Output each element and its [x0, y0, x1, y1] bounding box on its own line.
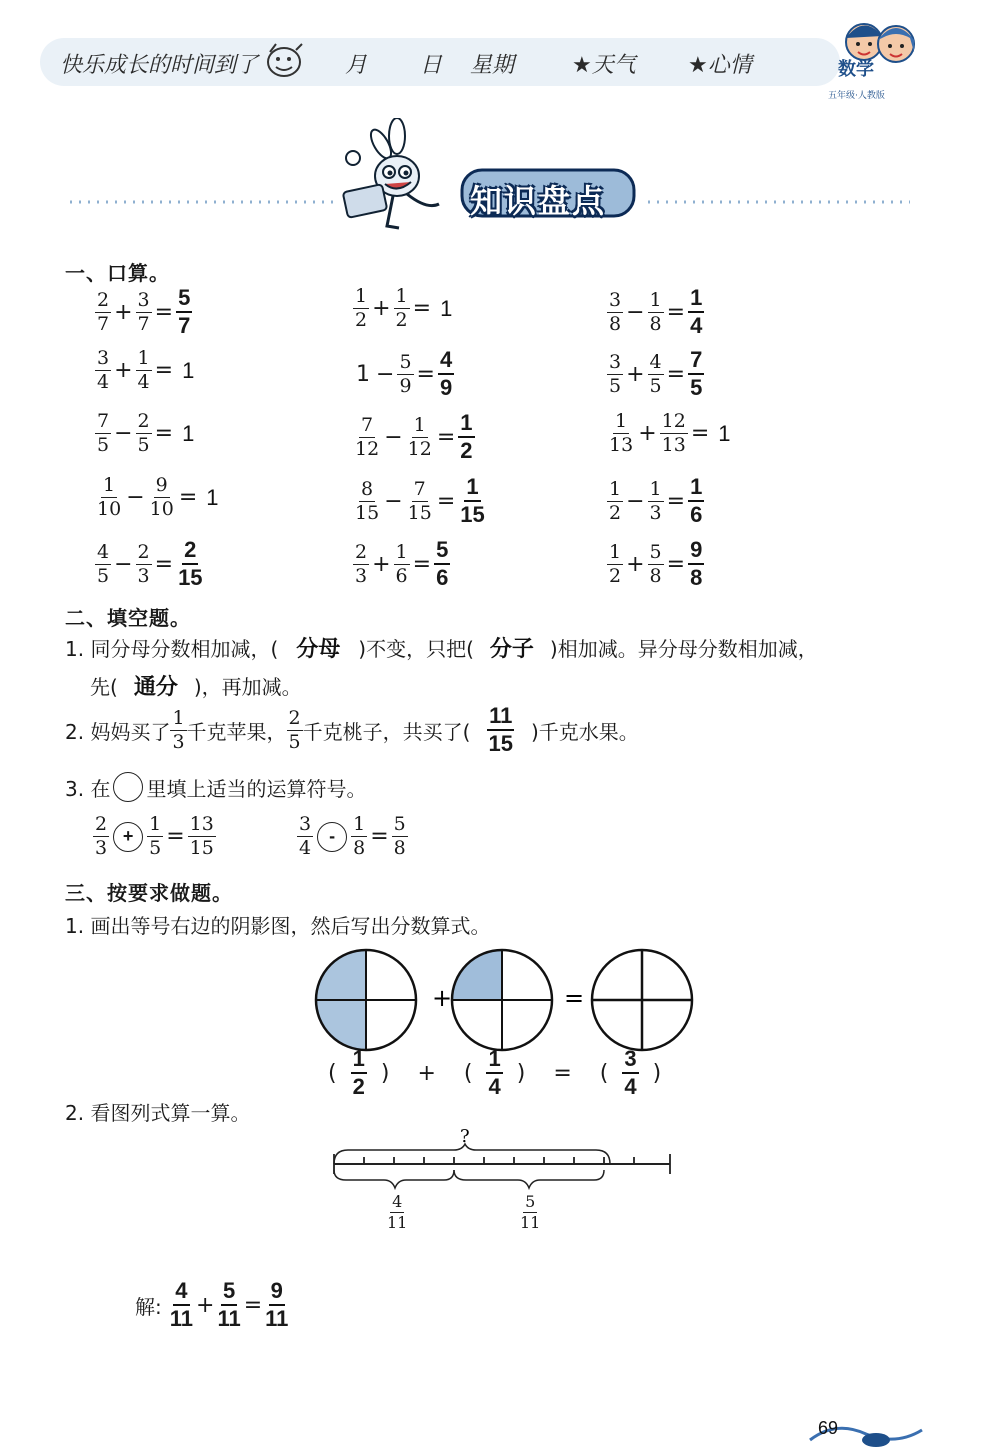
- q1-answer-2: 分子: [489, 636, 534, 661]
- segment-diagram: [320, 1120, 680, 1190]
- s3-equals: =: [553, 1060, 572, 1086]
- paren-open-3: (: [599, 1060, 609, 1086]
- s3-q1-text: 1. 画出等号右边的阴影图，然后写出分数算式。: [65, 914, 491, 938]
- operand-b: $\frac{7}{15}$: [407, 477, 432, 524]
- bottom-brace-right: [454, 1170, 604, 1188]
- q2-text-c: 千克桃子，共买了(: [302, 719, 471, 744]
- paren-close-1: ): [380, 1060, 390, 1086]
- q3-eq1-symbol: +: [113, 822, 143, 852]
- operator: +: [114, 358, 133, 383]
- s3-q1-equation: [328, 1048, 661, 1098]
- handwritten-answer: $\frac{1}{4}$: [690, 285, 703, 338]
- segment-question-mark: ?: [460, 1126, 470, 1147]
- handwritten-answer: $\frac{5}{7}$: [178, 285, 191, 338]
- paren-close-2: ): [516, 1060, 526, 1086]
- handwritten-answer: 1: [182, 420, 195, 446]
- operator: −: [384, 424, 403, 450]
- operand-a: $\frac{7}{12}$: [355, 413, 380, 460]
- oral-calc-item: [353, 349, 454, 399]
- handwritten-answer: $\frac{1}{15}$: [460, 474, 485, 527]
- handwritten-answer: 1: [182, 357, 195, 383]
- operand-b: $\frac{2}{3}$: [137, 540, 150, 587]
- oral-calc-item: [95, 349, 194, 392]
- paren-close-3: ): [652, 1060, 662, 1086]
- q1-answer-1: 分母: [296, 636, 341, 661]
- s3-q2-text: 2. 看图列式算一算。: [65, 1101, 251, 1125]
- equals-sign: =: [154, 551, 174, 577]
- handwritten-answer: $\frac{7}{5}$: [690, 347, 703, 400]
- q3-line: [65, 772, 366, 802]
- operator: −: [114, 421, 133, 446]
- operand-a: $\frac{1}{10}$: [97, 474, 122, 520]
- dotted-divider-right: [648, 198, 910, 204]
- dotted-divider-left: [70, 198, 340, 204]
- q1-line2: [90, 670, 302, 701]
- q3-equation-2: [297, 815, 408, 858]
- operator: −: [626, 488, 645, 514]
- operand-b: $\frac{4}{5}$: [649, 350, 662, 397]
- section3-title: 三、按要求做题。: [65, 881, 233, 905]
- q1-text-b: )不变，只把(: [358, 637, 474, 661]
- handwritten-answer: $\frac{4}{9}$: [439, 347, 453, 400]
- operand-b: $\frac{1}{6}$: [395, 540, 408, 587]
- oral-calc-item: [353, 287, 452, 330]
- q1-answer-3: 通分: [133, 674, 178, 699]
- operand-a: $\frac{3}{5}$: [609, 350, 622, 397]
- oral-calc-item: [95, 287, 192, 337]
- handwritten-answer: $\frac{5}{6}$: [436, 537, 449, 590]
- s3-plus: +: [417, 1060, 436, 1086]
- s3-q1-frac-1: $\frac{1}{2}$: [352, 1046, 365, 1099]
- operand-a: $\frac{8}{15}$: [355, 477, 380, 524]
- handwritten-answer: $\frac{9}{8}$: [690, 537, 703, 590]
- operand-a: $\frac{1}{2}$: [355, 285, 368, 331]
- operator: +: [372, 296, 391, 321]
- operand-a: $\frac{7}{5}$: [97, 410, 110, 456]
- operand-a: $\frac{2}{3}$: [355, 540, 368, 587]
- segment-label-1: $\frac{4}{11}$: [387, 1192, 408, 1232]
- header-mood: ★心情: [688, 53, 752, 78]
- solution-label: 解:: [135, 1294, 162, 1319]
- q3-eq1-b: $\frac{1}{5}$: [149, 813, 162, 859]
- operand-a: $\frac{4}{5}$: [97, 540, 110, 587]
- solution-frac-b: $\frac{5}{11}$: [217, 1278, 241, 1331]
- rabbit-mascot-icon: [335, 118, 455, 236]
- q2-fraction-apples: $\frac{1}{3}$: [172, 706, 185, 753]
- q3-eq2-b: $\frac{1}{8}$: [353, 813, 366, 859]
- q2-fraction-peaches: $\frac{2}{5}$: [288, 706, 301, 753]
- page-number: 69: [818, 1418, 839, 1438]
- empty-circle-icon: [113, 772, 143, 802]
- operator: +: [372, 551, 391, 577]
- header-month: 月: [345, 53, 368, 78]
- header-weekday: 星期: [470, 53, 515, 78]
- header-weather: ★天气: [572, 53, 636, 78]
- equals-sign: =: [412, 296, 432, 321]
- oral-calc-item: [353, 539, 450, 589]
- operand-b: $\frac{5}{9}$: [399, 350, 412, 397]
- solution-line: [135, 1280, 290, 1330]
- q2-answer: $\frac{11}{15}$: [488, 703, 513, 756]
- handwritten-answer: 1: [718, 420, 731, 446]
- banner-title: 知识盘点: [470, 182, 607, 220]
- equals-sign: =: [154, 358, 174, 383]
- q3-eq2-symbol: -: [317, 822, 347, 852]
- operator: −: [126, 485, 145, 510]
- q3-eq1-a: $\frac{2}{3}$: [95, 813, 108, 859]
- oral-calc-item: [95, 476, 219, 519]
- operand-b: $\frac{1}{8}$: [649, 288, 662, 335]
- badge-subject: 数学: [838, 59, 874, 80]
- operand-a: $\frac{2}{7}$: [97, 288, 110, 335]
- operand-b: $\frac{2}{5}$: [137, 410, 150, 456]
- equals-sign: =: [154, 299, 174, 325]
- solution-equals: =: [243, 1292, 263, 1318]
- oral-calc-item: [353, 476, 487, 526]
- equals-sign: =: [154, 421, 174, 446]
- q3-equation-1: [93, 815, 216, 858]
- handwritten-answer: $\frac{1}{6}$: [690, 474, 703, 527]
- handwritten-answer: 1: [440, 295, 453, 321]
- operator: +: [626, 551, 645, 577]
- operator: −: [114, 551, 133, 577]
- oral-calc-item: [607, 287, 704, 337]
- operand-b: $\frac{3}{7}$: [137, 288, 150, 335]
- q1-text-d: 先(: [90, 675, 118, 699]
- q2-line: [65, 705, 639, 755]
- operand-a: $\frac{1}{2}$: [609, 477, 622, 524]
- operand-b: $\frac{12}{13}$: [661, 410, 686, 456]
- q3-eq1-equals: =: [166, 824, 185, 849]
- solution-frac-a: $\frac{4}{11}$: [169, 1278, 194, 1331]
- q1-line1: [65, 632, 818, 663]
- q1-text-a: 1. 同分母分数相加减，(: [65, 637, 279, 661]
- oral-calc-item: [95, 412, 194, 455]
- q2-text-d: )千克水果。: [530, 719, 639, 744]
- q3-eq2-equals: =: [370, 824, 389, 849]
- circle-diagram: [300, 940, 700, 1060]
- oral-calc-item: [95, 539, 205, 589]
- header-day: 日: [420, 53, 443, 78]
- operator: +: [626, 361, 645, 387]
- diagram-equals: =: [564, 984, 585, 1012]
- operand-a: $\frac{3}{4}$: [97, 347, 110, 393]
- handwritten-answer: 1: [206, 484, 219, 510]
- smiley-icon: [262, 40, 308, 82]
- equals-sign: =: [666, 361, 686, 387]
- operand-a: $\frac{1}{13}$: [609, 410, 634, 456]
- operator: −: [384, 488, 403, 514]
- operator: −: [626, 299, 645, 325]
- equals-sign: =: [416, 361, 435, 387]
- operand-a: 1: [356, 361, 370, 387]
- oral-calc-item: [607, 349, 704, 399]
- circle-half: [316, 950, 416, 1050]
- operand-a: $\frac{3}{8}$: [609, 288, 622, 335]
- q3-eq2-c: $\frac{5}{8}$: [393, 813, 406, 859]
- handwritten-answer: $\frac{1}{2}$: [460, 410, 473, 463]
- equals-sign: =: [690, 421, 710, 446]
- q1-text-c: )相加减。异分母分数相加减，: [549, 637, 818, 661]
- circle-answer-blank: [592, 950, 692, 1050]
- badge-grade: 五年级·人教版: [828, 91, 885, 101]
- oral-calc-item: [607, 412, 731, 455]
- q1-text-e: )，再加减。: [193, 675, 302, 699]
- paren-open-2: (: [463, 1060, 473, 1086]
- operand-b: $\frac{1}{4}$: [137, 347, 150, 393]
- header-slogan: 快乐成长的时间到了: [60, 53, 259, 78]
- operand-b: $\frac{9}{10}$: [149, 474, 174, 520]
- operand-b: $\frac{5}{8}$: [649, 540, 662, 587]
- operand-b: $\frac{1}{3}$: [649, 477, 662, 524]
- equals-sign: =: [178, 485, 198, 510]
- equals-sign: =: [666, 299, 686, 325]
- diagram-plus: +: [432, 984, 453, 1012]
- operator: +: [114, 299, 133, 325]
- equals-sign: =: [666, 551, 686, 577]
- oral-calc-item: [607, 476, 704, 526]
- section1-title: 一、口算。: [65, 261, 170, 285]
- oral-calc-item: [607, 539, 704, 589]
- q3-text-b: 里填上适当的运算符号。: [146, 776, 367, 801]
- q2-text-b: 千克苹果，: [186, 719, 287, 744]
- top-brace: [334, 1144, 610, 1164]
- operand-b: $\frac{1}{2}$: [395, 285, 408, 331]
- segment-label-2: $\frac{5}{11}$: [520, 1192, 541, 1232]
- oral-calc-item: [353, 412, 475, 462]
- bottom-brace-left: [334, 1170, 454, 1188]
- section2-title: 二、填空题。: [65, 606, 191, 630]
- operand-b: $\frac{1}{12}$: [407, 413, 432, 460]
- q3-text-a: 3. 在: [65, 776, 111, 801]
- circle-quarter: [452, 950, 552, 1050]
- s3-q1-frac-3: $\frac{3}{4}$: [624, 1046, 637, 1099]
- solution-frac-c: $\frac{9}{11}$: [265, 1278, 289, 1331]
- handwritten-answer: $\frac{2}{15}$: [178, 537, 203, 590]
- equals-sign: =: [436, 488, 456, 514]
- operator: −: [376, 361, 395, 387]
- paren-open-1: (: [328, 1060, 337, 1086]
- s3-q1-frac-2: $\frac{1}{4}$: [488, 1046, 501, 1099]
- equals-sign: =: [666, 488, 686, 514]
- equals-sign: =: [412, 551, 432, 577]
- operator: +: [638, 421, 657, 446]
- q2-text-a: 2. 妈妈买了: [65, 719, 171, 744]
- q3-eq1-c: $\frac{13}{15}$: [189, 813, 214, 859]
- operand-a: $\frac{1}{2}$: [609, 540, 622, 587]
- q3-eq2-a: $\frac{3}{4}$: [299, 813, 312, 859]
- solution-plus: +: [196, 1292, 215, 1318]
- equals-sign: =: [436, 424, 456, 450]
